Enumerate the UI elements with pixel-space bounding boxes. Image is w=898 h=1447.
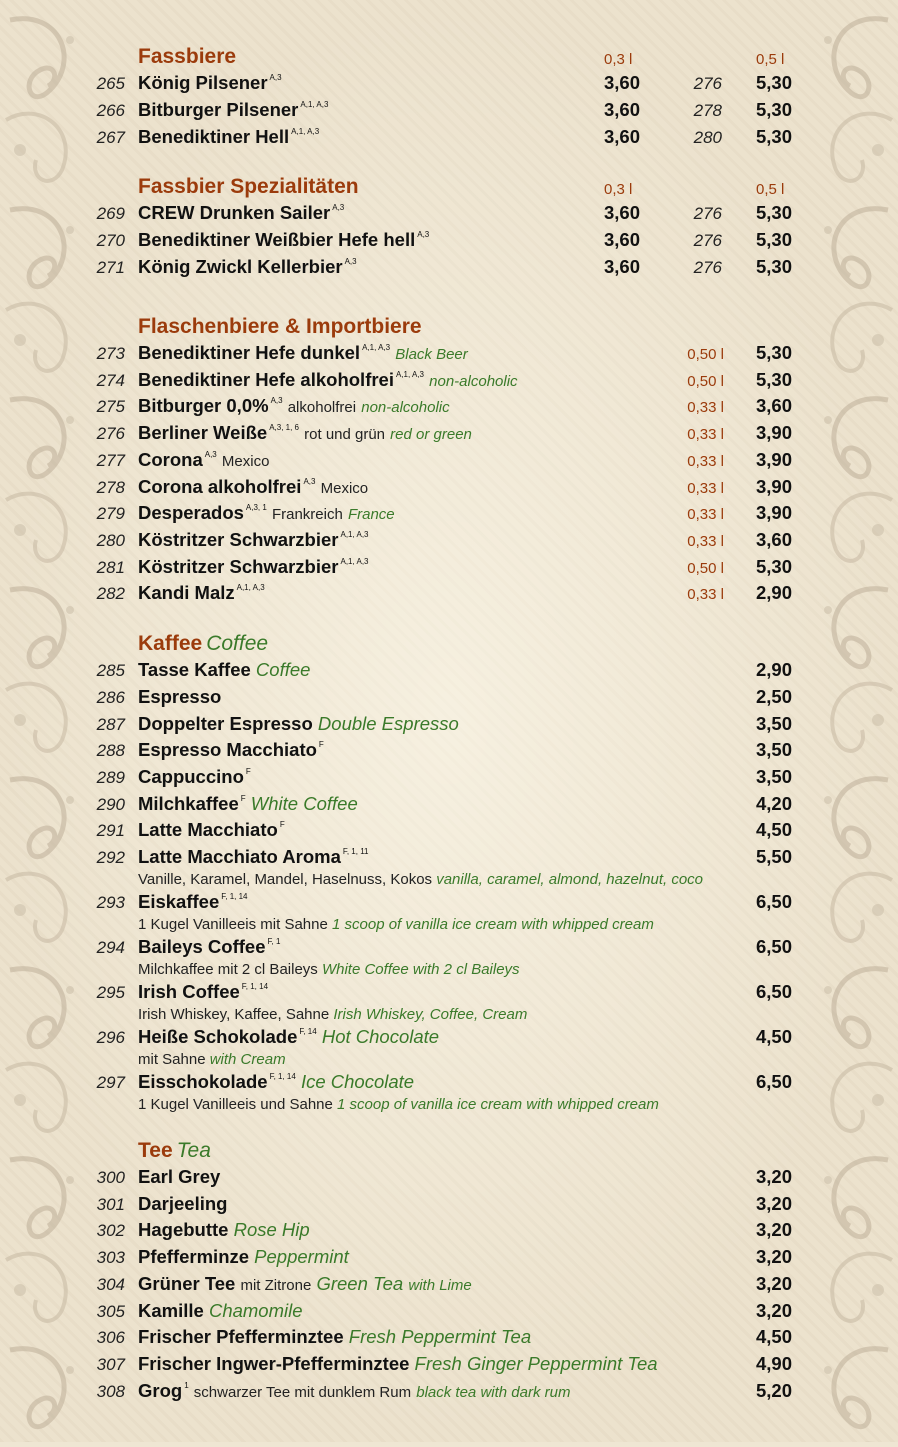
item-number: 288 xyxy=(96,741,125,760)
price: 3,90 xyxy=(755,422,792,444)
item-name: Hagebutte xyxy=(138,1219,229,1241)
item-name: Kandi Malz xyxy=(138,582,235,604)
item-name: Grüner Tee xyxy=(138,1272,236,1294)
item-text xyxy=(138,1353,658,1375)
subline-en: vanilla, caramel, almond, hazelnut, coco xyxy=(436,871,704,888)
price: 4,50 xyxy=(755,1326,792,1348)
price: 4,20 xyxy=(755,793,792,814)
allergen-codes: A,1, A,3 xyxy=(340,529,369,539)
item-text xyxy=(138,72,282,94)
section-title xyxy=(138,315,792,339)
item-name: Benediktiner Hefe dunkel xyxy=(138,342,361,363)
item-name: Tasse Kaffee xyxy=(138,659,251,680)
description-de: alkoholfrei xyxy=(287,399,357,417)
item-text xyxy=(138,1326,531,1348)
menu-row xyxy=(0,1219,898,1245)
item-name: Kamille xyxy=(138,1299,204,1321)
menu-row xyxy=(0,793,898,819)
item-subline xyxy=(138,961,520,978)
subline-en: with Cream xyxy=(209,1051,286,1068)
item-text xyxy=(138,1246,349,1268)
price: 5,30 xyxy=(755,368,792,390)
menu-row xyxy=(0,739,898,765)
price: 5,20 xyxy=(755,1379,792,1401)
item-number: 266 xyxy=(96,101,125,120)
subline-de: mit Sahne xyxy=(138,1051,206,1068)
section-title-de: Fassbiere xyxy=(138,45,237,68)
allergen-codes: F, 1, 14 xyxy=(221,892,248,901)
item-text xyxy=(138,686,221,708)
menu-row xyxy=(0,1326,898,1352)
item-subline xyxy=(138,1051,286,1068)
item-name: Pfefferminze xyxy=(138,1246,250,1268)
item-subline xyxy=(138,871,703,888)
section-title xyxy=(138,1139,792,1163)
subline-de: Irish Whiskey, Kaffee, Sahne xyxy=(138,1006,330,1023)
menu-row xyxy=(0,1380,898,1406)
menu-row xyxy=(0,891,898,933)
item-number: 295 xyxy=(96,983,125,1002)
item-name: Benediktiner Weißbier Hefe hell xyxy=(138,229,416,250)
price-large: 5,30 xyxy=(755,202,792,223)
section-title-en: Coffee xyxy=(206,632,269,655)
price: 6,50 xyxy=(755,981,792,1002)
item-number: 289 xyxy=(96,768,125,787)
item-number: 278 xyxy=(96,477,125,497)
description-en: non-alcoholic xyxy=(429,372,518,390)
menu-row xyxy=(0,72,898,98)
price-large: 5,30 xyxy=(755,126,792,147)
menu-row xyxy=(0,99,898,125)
section-title xyxy=(138,632,792,656)
menu-row xyxy=(0,1246,898,1272)
item-number: 265 xyxy=(96,74,125,93)
price: 5,30 xyxy=(755,555,792,577)
price: 3,50 xyxy=(755,766,792,787)
bottle-volume: 0,50 l xyxy=(687,346,724,363)
item-name: Espresso xyxy=(138,686,222,707)
allergen-codes: A,3 xyxy=(344,257,357,266)
item-number: 294 xyxy=(96,938,125,957)
item-text xyxy=(138,659,310,681)
item-name: Espresso Macchiato xyxy=(138,739,317,760)
description-en: Peppermint xyxy=(254,1246,349,1268)
subline-de: 1 Kugel Vanilleeis mit Sahne xyxy=(138,916,328,933)
item-number: 290 xyxy=(96,795,125,814)
item-number: 307 xyxy=(96,1354,125,1374)
item-name: Earl Grey xyxy=(138,1166,221,1187)
item-name: Baileys Coffee xyxy=(138,936,266,957)
allergen-codes: F, 1, 14 xyxy=(269,1072,296,1081)
item-subline xyxy=(138,1006,527,1023)
description-en-detail: with Lime xyxy=(408,1276,472,1294)
menu-row xyxy=(0,659,898,685)
price-large: 5,30 xyxy=(755,229,792,250)
price: 2,90 xyxy=(755,582,792,604)
item-number: 300 xyxy=(96,1168,125,1187)
item-text xyxy=(138,556,369,578)
item-name: Heiße Schokolade xyxy=(138,1026,298,1047)
price: 3,20 xyxy=(755,1192,792,1214)
item-name: König Zwickl Kellerbier xyxy=(138,256,343,277)
price: 4,50 xyxy=(755,1026,792,1047)
item-number: 282 xyxy=(96,584,125,604)
menu-row xyxy=(0,766,898,792)
item-text xyxy=(138,502,395,524)
item-text xyxy=(138,846,369,868)
price: 3,90 xyxy=(755,502,792,524)
allergen-codes: A,3 xyxy=(270,396,283,406)
allergen-codes: A,1, A,3 xyxy=(362,343,391,352)
section-title-de: Kaffee xyxy=(138,632,203,655)
item-text xyxy=(138,529,369,551)
price-large: 5,30 xyxy=(755,99,792,120)
item-name: Grog xyxy=(138,1379,183,1401)
item-text xyxy=(138,1380,570,1402)
volume-label: 0,3 l xyxy=(604,181,633,198)
bottle-volume: 0,33 l xyxy=(687,586,724,604)
price: 3,20 xyxy=(755,1299,792,1321)
menu-row xyxy=(0,126,898,152)
bottle-volume: 0,33 l xyxy=(687,479,724,497)
item-number: 292 xyxy=(96,848,125,867)
item-number: 293 xyxy=(96,893,125,912)
item-name: Desperados xyxy=(138,502,244,524)
item-text xyxy=(138,1193,227,1215)
menu-row xyxy=(0,1071,898,1113)
subline-en: Irish Whiskey, Coffee, Cream xyxy=(333,1006,528,1023)
section-title-en: Tea xyxy=(176,1139,211,1162)
price-small: 3,60 xyxy=(603,99,640,120)
price: 6,50 xyxy=(755,1071,792,1092)
description-de: mit Zitrone xyxy=(240,1276,312,1294)
price: 3,20 xyxy=(755,1166,792,1187)
description-en: White Coffee xyxy=(250,793,358,814)
subline-de: 1 Kugel Vanilleeis und Sahne xyxy=(138,1096,333,1113)
item-text xyxy=(138,1219,310,1241)
description-en: red or green xyxy=(390,426,472,444)
menu-row xyxy=(0,819,898,845)
item-number: 291 xyxy=(96,821,125,840)
allergen-codes: F xyxy=(318,740,324,749)
item-name: Benediktiner Hefe alkoholfrei xyxy=(138,368,394,390)
item-number: 270 xyxy=(96,231,125,250)
item-number: 297 xyxy=(96,1073,125,1092)
menu-row xyxy=(0,229,898,255)
item-number-large: 280 xyxy=(693,128,722,147)
price-small: 3,60 xyxy=(603,229,640,250)
item-name: König Pilsener xyxy=(138,72,268,93)
description-en: Hot Chocolate xyxy=(321,1026,440,1047)
price: 5,50 xyxy=(755,846,792,867)
item-text xyxy=(138,395,450,417)
menu-row xyxy=(0,422,898,448)
price-large: 5,30 xyxy=(755,72,792,93)
description-de: Frankreich xyxy=(271,506,343,524)
allergen-codes: F xyxy=(245,767,251,776)
allergen-codes: A,1, A,3 xyxy=(300,100,329,109)
item-number: 274 xyxy=(96,370,125,390)
subline-en: White Coffee with 2 cl Baileys xyxy=(321,961,520,978)
allergen-codes: A,3, 1, 6 xyxy=(269,423,299,433)
section-title xyxy=(138,45,792,69)
allergen-codes: A,1, A,3 xyxy=(291,127,320,136)
description-de: Mexico xyxy=(320,479,369,497)
menu-row xyxy=(0,502,898,528)
item-number: 287 xyxy=(96,715,125,734)
item-text xyxy=(138,1300,303,1322)
item-number: 303 xyxy=(96,1248,125,1268)
item-number: 275 xyxy=(96,397,125,417)
item-text xyxy=(138,476,368,498)
menu-row xyxy=(0,342,898,368)
item-number: 280 xyxy=(96,530,125,550)
allergen-codes: A,3, 1 xyxy=(245,503,267,513)
menu-row xyxy=(0,1193,898,1219)
item-text xyxy=(138,936,280,958)
item-name: Bitburger Pilsener xyxy=(138,99,299,120)
price: 3,90 xyxy=(755,475,792,497)
item-text xyxy=(138,342,468,364)
item-text xyxy=(138,1071,414,1093)
bottle-volume: 0,33 l xyxy=(687,506,724,524)
price: 4,90 xyxy=(755,1352,792,1374)
item-number: 301 xyxy=(96,1194,125,1214)
price: 3,20 xyxy=(755,1246,792,1268)
allergen-codes: F, 1, 11 xyxy=(342,847,369,856)
price-small: 3,60 xyxy=(603,72,640,93)
item-name: Köstritzer Schwarzbier xyxy=(138,555,339,577)
bottle-volume: 0,33 l xyxy=(687,426,724,444)
bottle-volume: 0,50 l xyxy=(687,559,724,577)
item-text xyxy=(138,1026,439,1048)
menu-row xyxy=(0,369,898,395)
menu-row xyxy=(0,1026,898,1068)
item-text xyxy=(138,422,472,444)
item-number: 308 xyxy=(96,1381,125,1401)
item-name: Darjeeling xyxy=(138,1192,228,1214)
item-name: Bitburger 0,0% xyxy=(138,395,269,417)
item-subline xyxy=(138,916,654,933)
menu-row xyxy=(0,202,898,228)
bottle-volume: 0,33 l xyxy=(687,399,724,417)
menu-row xyxy=(0,1353,898,1379)
allergen-codes: A,1, A,3 xyxy=(236,583,265,593)
item-number-large: 276 xyxy=(693,231,722,250)
item-name: Benediktiner Hell xyxy=(138,126,290,147)
description-de: rot und grün xyxy=(304,426,386,444)
price: 3,50 xyxy=(755,713,792,734)
item-name: Corona alkoholfrei xyxy=(138,475,302,497)
allergen-codes: F, 1, 14 xyxy=(241,982,269,991)
description-en: Chamomile xyxy=(208,1299,303,1321)
description-en: Fresh Ginger Peppermint Tea xyxy=(414,1352,658,1374)
item-number: 271 xyxy=(96,258,125,277)
item-text xyxy=(138,202,344,224)
item-number-large: 276 xyxy=(693,258,722,277)
allergen-codes: F xyxy=(279,820,285,829)
price-small: 3,60 xyxy=(603,256,640,277)
item-name: Cappuccino xyxy=(138,766,244,787)
description-en: France xyxy=(347,506,395,524)
menu-row xyxy=(0,395,898,421)
allergen-codes: F xyxy=(240,794,246,803)
price: 3,60 xyxy=(755,528,792,550)
item-name: CREW Drunken Sailer xyxy=(138,202,331,223)
item-text xyxy=(138,1273,472,1295)
bottle-volume: 0,33 l xyxy=(687,452,724,470)
item-text xyxy=(138,739,324,761)
price: 6,50 xyxy=(755,936,792,957)
subline-en: 1 scoop of vanilla ice cream with whipped cream xyxy=(337,1096,659,1113)
item-name: Latte Macchiato xyxy=(138,819,278,840)
item-number: 296 xyxy=(96,1028,125,1047)
item-text xyxy=(138,449,269,471)
subline-en: 1 scoop of vanilla ice cream with whipped cream xyxy=(332,916,654,933)
description-de: Mexico xyxy=(221,452,270,470)
description-en: Green Tea xyxy=(316,1272,404,1294)
allergen-codes: A,3 xyxy=(417,230,430,239)
price: 2,90 xyxy=(755,659,792,680)
item-name: Corona xyxy=(138,448,203,470)
section-title xyxy=(138,175,792,199)
volume-label: 0,5 l xyxy=(756,51,785,68)
description-en: Black Beer xyxy=(395,346,468,363)
allergen-codes: A,3 xyxy=(269,73,282,82)
menu-row xyxy=(0,1166,898,1192)
item-number: 276 xyxy=(96,424,125,444)
item-text xyxy=(138,229,429,251)
item-text xyxy=(138,713,459,735)
bottle-volume: 0,33 l xyxy=(687,532,724,550)
allergen-codes: A,3 xyxy=(332,203,345,212)
allergen-codes: A,1, A,3 xyxy=(395,369,425,379)
menu-row xyxy=(0,1300,898,1326)
menu-row xyxy=(0,686,898,712)
subline-de: Milchkaffee mit 2 cl Baileys xyxy=(138,961,318,978)
price: 2,50 xyxy=(755,686,792,707)
description-en-detail: black tea with dark rum xyxy=(416,1383,571,1401)
price: 4,50 xyxy=(755,819,792,840)
price-small: 3,60 xyxy=(603,126,640,147)
description-de: schwarzer Tee mit dunklem Rum xyxy=(193,1383,412,1401)
item-number: 281 xyxy=(96,557,125,577)
price: 3,20 xyxy=(755,1219,792,1241)
menu-row xyxy=(0,936,898,978)
item-number: 305 xyxy=(96,1301,125,1321)
item-number-large: 278 xyxy=(693,101,722,120)
price: 3,20 xyxy=(755,1272,792,1294)
menu-row xyxy=(0,256,898,282)
item-name: Latte Macchiato Aroma xyxy=(138,846,341,867)
price: 3,60 xyxy=(755,395,792,417)
allergen-codes: 1 xyxy=(184,1380,189,1390)
item-text xyxy=(138,126,319,148)
volume-label: 0,3 l xyxy=(604,51,633,68)
item-text xyxy=(138,99,328,121)
item-subline xyxy=(138,1096,659,1113)
menu-row xyxy=(0,476,898,502)
subline-de: Vanille, Karamel, Mandel, Haselnuss, Kokos xyxy=(138,871,433,888)
description-en: Coffee xyxy=(255,659,311,680)
item-number: 267 xyxy=(96,128,125,147)
item-text xyxy=(138,819,285,841)
section-title-de: Fassbier Spezialitäten xyxy=(138,175,359,198)
item-name: Milchkaffee xyxy=(138,793,239,814)
menu-row xyxy=(0,529,898,555)
item-text xyxy=(138,256,357,278)
menu-row xyxy=(0,449,898,475)
menu-row xyxy=(0,981,898,1023)
allergen-codes: A,3 xyxy=(204,449,217,459)
item-text xyxy=(138,981,268,1003)
description-en: Rose Hip xyxy=(233,1219,310,1241)
price: 5,30 xyxy=(755,342,792,363)
item-name: Eisschokolade xyxy=(138,1071,268,1092)
item-text xyxy=(138,582,265,604)
description-en: Fresh Peppermint Tea xyxy=(348,1326,532,1348)
allergen-codes: A,3 xyxy=(303,476,316,486)
item-number: 306 xyxy=(96,1328,125,1348)
price-small: 3,60 xyxy=(603,202,640,223)
item-text xyxy=(138,766,251,788)
allergen-codes: A,1, A,3 xyxy=(340,556,369,566)
menu-row xyxy=(0,846,898,888)
price: 3,50 xyxy=(755,739,792,760)
item-name: Doppelter Espresso xyxy=(138,713,313,734)
item-text xyxy=(138,369,518,391)
item-number: 285 xyxy=(96,661,125,680)
allergen-codes: F, 1 xyxy=(267,937,281,946)
item-text xyxy=(138,891,248,913)
menu-row xyxy=(0,1273,898,1299)
item-name: Frischer Pfefferminztee xyxy=(138,1326,344,1348)
item-number: 279 xyxy=(96,504,125,524)
price-large: 5,30 xyxy=(755,256,792,277)
section-title-de: Tee xyxy=(138,1139,173,1162)
item-number: 269 xyxy=(96,204,125,223)
item-text xyxy=(138,1166,220,1188)
menu-row xyxy=(0,582,898,608)
description-en: non-alcoholic xyxy=(361,399,450,417)
item-number: 286 xyxy=(96,688,125,707)
item-number: 277 xyxy=(96,450,125,470)
item-number: 304 xyxy=(96,1274,125,1294)
item-number: 273 xyxy=(96,344,125,363)
section-title-de: Flaschenbiere & Importbiere xyxy=(138,315,422,338)
menu-row xyxy=(0,713,898,739)
price: 6,50 xyxy=(755,891,792,912)
description-en: Double Espresso xyxy=(317,713,459,734)
item-name: Eiskaffee xyxy=(138,891,220,912)
price: 3,90 xyxy=(755,448,792,470)
item-text xyxy=(138,793,358,815)
item-number-large: 276 xyxy=(693,74,722,93)
volume-label: 0,5 l xyxy=(756,181,785,198)
allergen-codes: F, 14 xyxy=(299,1027,317,1036)
item-name: Köstritzer Schwarzbier xyxy=(138,528,339,550)
bottle-volume: 0,50 l xyxy=(687,372,724,390)
item-name: Frischer Ingwer-Pfefferminztee xyxy=(138,1352,410,1374)
item-number-large: 276 xyxy=(693,204,722,223)
description-en: Ice Chocolate xyxy=(300,1071,415,1092)
item-name: Irish Coffee xyxy=(138,981,240,1002)
item-number: 302 xyxy=(96,1221,125,1241)
menu-row xyxy=(0,556,898,582)
item-name: Berliner Weiße xyxy=(138,422,268,444)
